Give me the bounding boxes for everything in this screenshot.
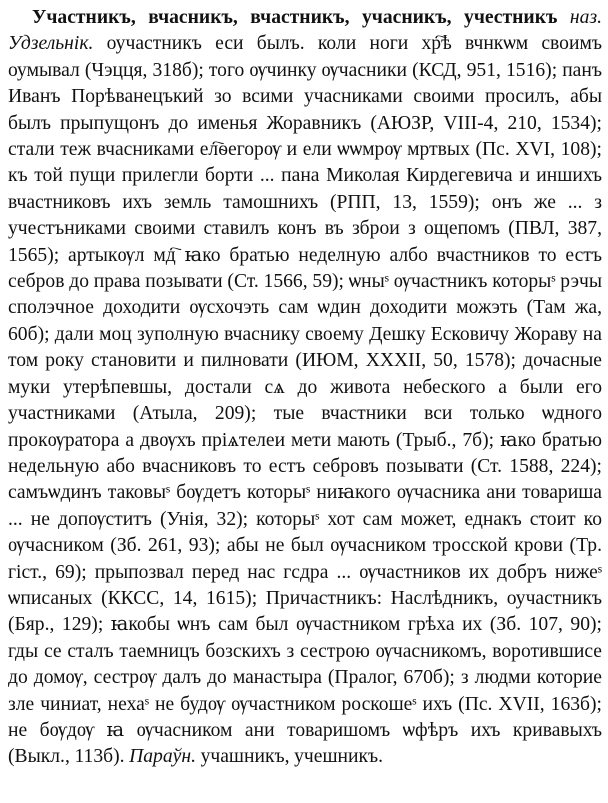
dictionary-entry — [8, 5, 602, 771]
synonyms-list: учашникъ, учешникъ. — [195, 746, 384, 768]
grammar-note: наз. Удзельнік. — [8, 7, 602, 55]
entry-citations: оучастникъ еси былъ. коли ноги хр҇ѣ вчнкѡм своимъ оумывал (Чэцця, 318б); того ѹчинку ѹчасники (КСД, 951, 1516); панъ Иванъ Порѣванецъкий зо всими учасниками своими просилъ, абы былъ прыпущонъ до именья Жоравникъ (АЮЗР, VIII-4, 210, 1534); стали теж вчасниками ел҇ѳегорѹ и ели ѡѡмрѹ мртвых (Пс. XVI, 108); къ той пущи прилегли борти ... пана Миколая Кирдегевича и иншихъ вчастниковъ ихъ земль тамошнихъ (РПП, 13, 1559); онъ же ... з учестъниками своими ставилъ конъ въ зброи з ощепомъ (ПВЛ, 387, 1565); артыкѹл мд҇ ꙗко братью неделную албо вчастников то естъ себров до права позывати (Ст. 1566, 59); ѡныˢ ѹчастникъ которыˢ рэчы сполэчное доходити ѹсхочэть сам ѡдин доходити можэть (Там жа, 60б); дали моц зуполную вчаснику своему Дешку Есковичу Жораву на том року становити и пилновати (ИЮМ, XXXII, 50, 1578); дочасные муки утерѣпевшы, достали сѧ до живота небеского а были его участниками (Атыла, 209); тые вчастники вси только ѡдного прокѹратора а двѹхъ пріѧтелеи мети мають (Трыб., 7б); ꙗко братью недельную або вчасниковъ то естъ себровъ позывати (Ст. 1588, 224); самъѡдинъ таковыˢ бѹдетъ которыˢ ниꙗкого ѹчасника ани товариша ... не допѹститъ (Унія, 32); которыˢ хот сам может, еднакъ стоит ко ѹчасником (Зб. 261, 93); абы не был ѹчасником тросской крови (Тр. гіст., 69); прыпозвал перед нас гсдра ... ѹчастников их добръ нижеˢ ѡписаных (ККСС, 14, 1615); Причастникъ: Наслѣдникъ, оучастникъ (Бяр., 129); ꙗкобы ѡнъ сам был ѹчастником грѣха их (Зб. 107, 90); гды се сталъ таемницъ бозскихъ з сестрою ѹчасникомъ, воротившисе до домѹ, сестрѹ далъ до манастыра (Пралог, 670б); з людми которие зле чиниат, нехаˢ не будѹ ѹчастником роскошеˢ ихъ (Пс. XVII, 163б); не бѹдѹ ꙗ ѹчасником ани товаришомъ ѡфѣръ ихъ кривавыхъ (Выкл., 113б). — [8, 33, 602, 768]
entry-headword: Участникъ, вчасникъ, вчастникъ, учасникъ, учестникъ — [32, 7, 558, 28]
synonyms-label: Параўн. — [129, 746, 196, 768]
